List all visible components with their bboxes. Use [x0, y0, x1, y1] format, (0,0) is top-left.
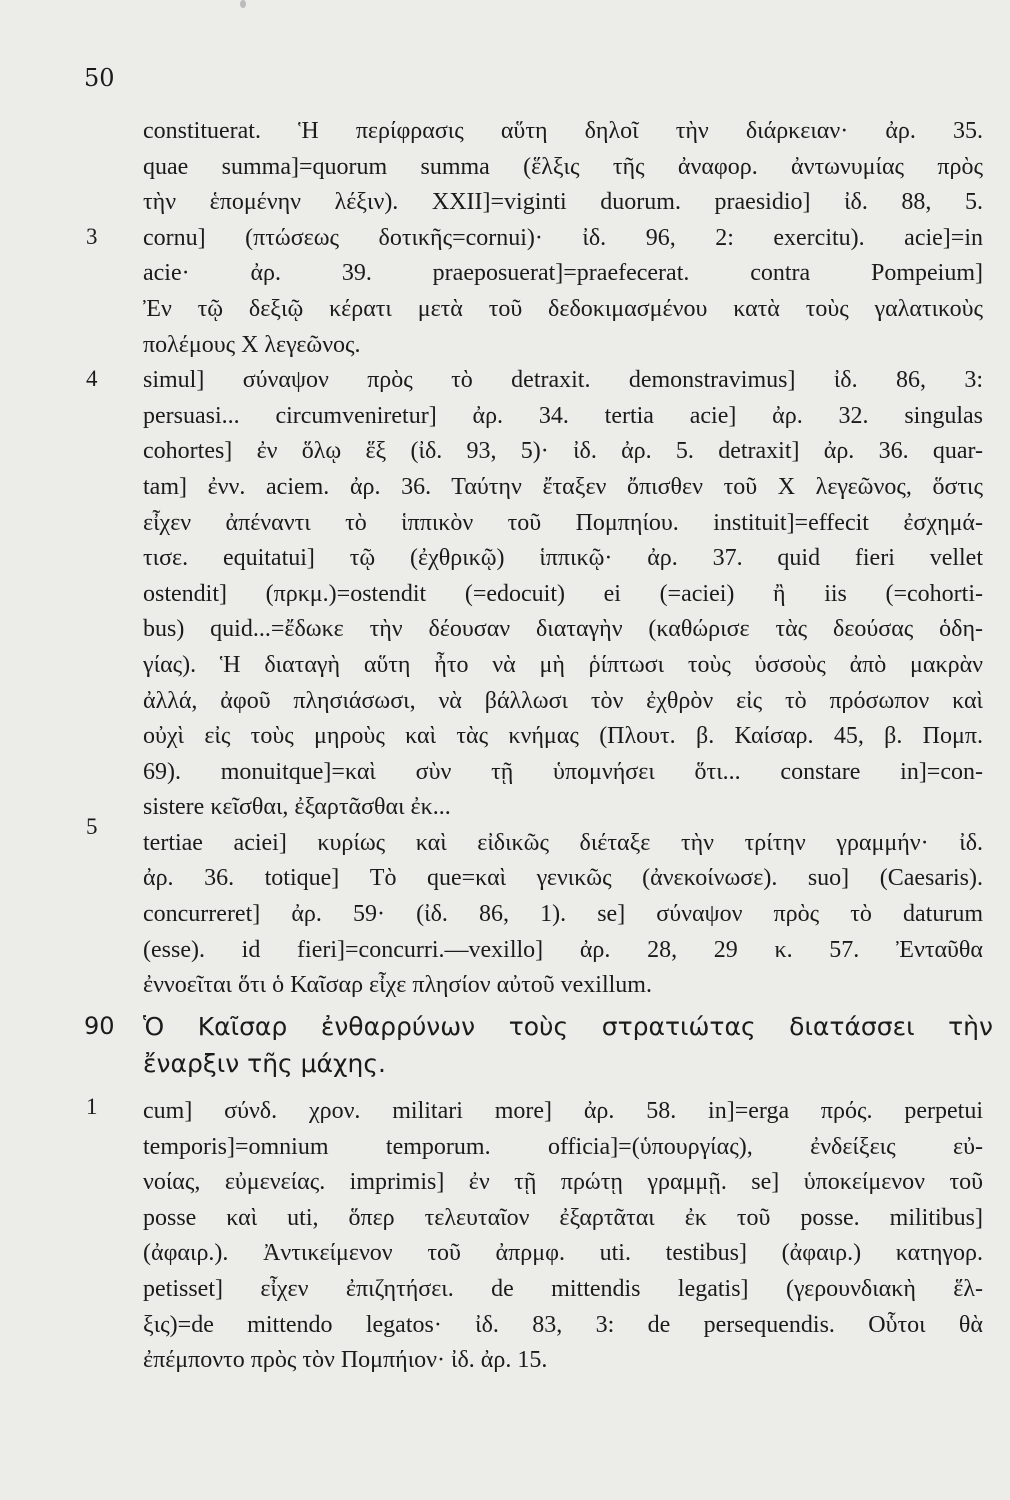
text-line: εἶχεν ἀπέναντι τὸ ἱππικὸν τοῦ Πομπηίου. instituit]=effecit ἐσχημά- [143, 509, 983, 536]
text-line: τὴν ἑπομένην λέξιν). XXII]=viginti duorum. praesidio] ἰδ. 88, 5. [143, 189, 983, 216]
commentary-block-1 [143, 114, 983, 1004]
text-line: cum] σύνδ. χρον. militari more] ἀρ. 58. in]=erga πρός. perpetui [143, 1098, 983, 1124]
text-line: quae summa]=quorum summa (ἕλξις τῆς ἀναφορ. ἀντωνυμίας πρὸς [143, 153, 983, 180]
text-line: tam] ἐνν. aciem. ἀρ. 36. Ταύτην ἔταξεν ὄπισθεν τοῦ X λεγεῶνος, ὅστις [143, 473, 983, 500]
text-line: posse καὶ uti, ὅπερ τελευταῖον ἐξαρτᾶται ἐκ τοῦ posse. militibus] [143, 1204, 983, 1231]
section-number: 90 [84, 1012, 115, 1040]
text-line: acie· ἀρ. 39. praeposuerat]=praefecerat. contra Pompeium] [143, 260, 983, 287]
text-line: οὐχὶ εἰς τοὺς μηροὺς καὶ τὰς κνήμας (Πλουτ. β. Καίσαρ. 45, β. Πομπ. [143, 723, 983, 750]
text-line: γίας). Ἡ διαταγὴ αὕτη ἦτο νὰ μὴ ῥίπτωσι τοὺς ὑσσοὺς ἀπὸ μακρὰν [143, 651, 983, 678]
text-line: constituerat. Ἡ περίφρασις αὕτη δηλοῖ τὴν διάρκειαν· ἀρ. 35. [143, 118, 983, 144]
text-line: ἐπέμποντο πρὸς τὸν Πομπήιον· ἰδ. ἀρ. 15. [143, 1347, 548, 1374]
ink-speck [240, 0, 246, 8]
text-line: temporis]=omnium temporum. officia]=(ὑπουργίας), ἐνδείξεις εὐ- [143, 1133, 983, 1160]
text-line: cohortes] ἐν ὅλῳ ἕξ (ἰδ. 93, 5)· ἰδ. ἀρ. 5. detraxit] ἀρ. 36. quar- [143, 438, 983, 465]
text-line: Ἐν τῷ δεξιῷ κέρατι μετὰ τοῦ δεδοκιμασμένου κατὰ τοὺς γαλατικοὺς [143, 295, 983, 322]
text-line: ἐννοεῖται ὅτι ὁ Καῖσαρ εἶχε πλησίον αὐτοῦ vexillum. [143, 972, 652, 999]
text-line: ostendit] (πρκμ.)=ostendit (=edocuit) ei (=aciei) ἢ iis (=cohorti- [143, 580, 983, 607]
text-line: νοίας, εὐμενείας. imprimis] ἐν τῇ πρώτῃ γραμμῇ. se] ὑποκείμενον τοῦ [143, 1169, 983, 1196]
margin-number-1: 1 [86, 1094, 98, 1119]
commentary-block-2 [143, 1094, 983, 1379]
text-line: concurreret] ἀρ. 59· (ἰδ. 86, 1). se] σύναψον πρὸς τὸ daturum [143, 901, 983, 928]
text-line: (ἀφαιρ.). Ἀντικείμενον τοῦ ἀπρμφ. uti. testibus] (ἀφαιρ.) κατηγορ. [143, 1240, 983, 1267]
heading-line: Ὁ Καῖσαρ ἐνθαρρύνων τοὺς στρατιώτας διατάσσει τὴν [143, 1012, 993, 1041]
text-line: bus) quid...=ἔδωκε τὴν δέουσαν διαταγὴν (καθώρισε τὰς δεούσας ὁδη- [143, 616, 983, 643]
page-number: 50 [84, 64, 115, 92]
text-line: ξις)=de mittendo legatos· ἰδ. 83, 3: de persequendis. Οὗτοι θὰ [143, 1311, 983, 1338]
text-line: (esse). id fieri]=concurri.—vexillo] ἀρ. 28, 29 κ. 57. Ἐνταῦθα [143, 936, 983, 963]
text-line: ἀρ. 36. totique] Τὸ que=καὶ γενικῶς (ἀνεκοίνωσε). suo] (Caesaris). [143, 865, 983, 892]
text-line: cornu] (πτώσεως δοτικῆς=cornui)· ἰδ. 96, 2: exercitu). acie]=in [143, 224, 983, 251]
text-line: petisset] εἶχεν ἐπιζητήσει. de mittendis legatis] (γερουνδιακὴ ἕλ- [143, 1275, 983, 1302]
margin-number-3: 3 [86, 224, 98, 249]
text-line: τισε. equitatui] τῷ (ἐχθρικῷ) ἱππικῷ· ἀρ. 37. quid fieri vellet [143, 545, 983, 572]
text-line: simul] σύναψον πρὸς τὸ detraxit. demonstravimus] ἰδ. 86, 3: [143, 367, 983, 394]
text-line: sistere κεῖσθαι, ἐξαρτᾶσθαι ἐκ... [143, 794, 451, 821]
text-line: ἀλλά, ἀφοῦ πλησιάσωσι, νὰ βάλλωσι τὸν ἐχθρὸν εἰς τὸ πρόσωπον καὶ [143, 687, 983, 714]
margin-number-5: 5 [86, 814, 98, 839]
text-line: πολέμους X λεγεῶνος. [143, 331, 361, 358]
heading-line: ἔναρξιν τῆς μάχης. [143, 1049, 386, 1078]
margin-number-4: 4 [86, 366, 98, 391]
text-line: persuasi... circumveniretur] ἀρ. 34. tertia acie] ἀρ. 32. singulas [143, 402, 983, 429]
text-line: tertiae aciei] κυρίως καὶ εἰδικῶς διέταξε τὴν τρίτην γραμμήν· ἰδ. [143, 829, 983, 856]
section-heading [143, 1008, 993, 1082]
text-line: 69). monuitque]=καὶ σὺν τῇ ὑπομνήσει ὅτι... constare in]=con- [143, 758, 983, 785]
